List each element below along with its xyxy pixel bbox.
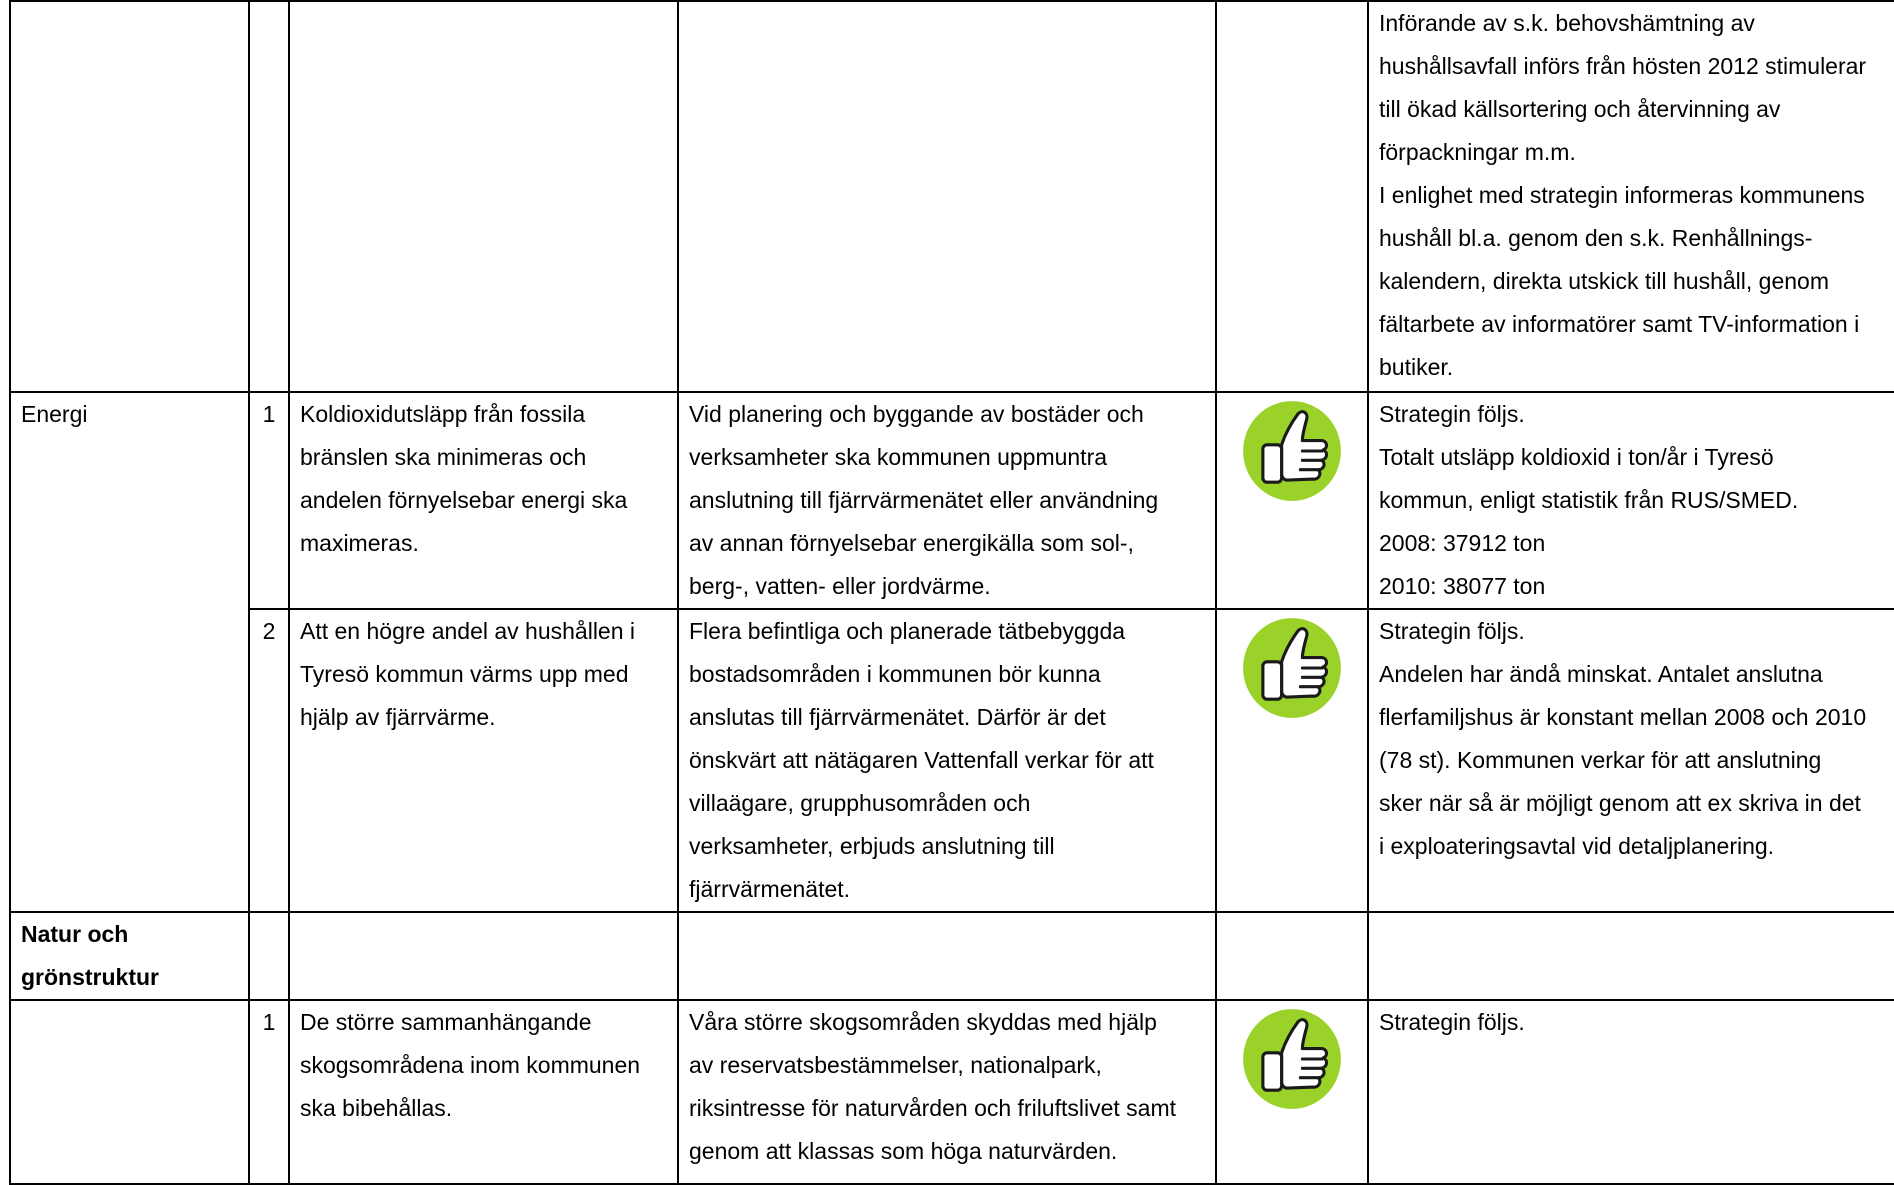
goal-line: andelen förnyelsebar energi ska — [300, 487, 628, 513]
table-row-energi-1 — [10, 392, 1894, 609]
area-label: Energi — [21, 401, 88, 427]
status-icon-cell — [1216, 912, 1368, 1000]
status-line: 2010: 38077 ton — [1379, 573, 1546, 599]
status-line: kommun, enligt statistik från RUS/SMED. — [1379, 487, 1799, 513]
area-cell-natur — [10, 912, 249, 1000]
strategy-line: genom att klassas som höga naturvärden. — [689, 1138, 1118, 1164]
table-row-natur-heading — [10, 912, 1894, 1000]
status-line: till ökad källsortering och återvinning av — [1379, 96, 1781, 122]
status-line: Andelen har ändå minskat. Antalet anslutna — [1379, 661, 1823, 687]
strategy-line: verksamheter ska kommunen uppmuntra — [689, 444, 1108, 470]
table-row-natur-1 — [10, 1000, 1894, 1184]
goal-line: bränslen ska minimeras och — [300, 444, 587, 470]
goal-line: Koldioxidutsläpp från fossila — [300, 401, 586, 427]
goal-line: Tyresö kommun värms upp med — [300, 661, 629, 687]
status-icon-cell — [1216, 609, 1368, 912]
status-icon-cell — [1216, 1, 1368, 392]
goal-number-cell — [249, 609, 289, 912]
strategy-cell — [678, 392, 1216, 609]
status-line: kalendern, direkta utskick till hushåll, genom — [1379, 268, 1830, 294]
goal-line: Att en högre andel av hushållen i — [300, 618, 636, 644]
status-cell — [1368, 392, 1894, 609]
strategy-line: av annan förnyelsebar energikälla som sol-, — [689, 530, 1134, 556]
goal-cell — [289, 392, 678, 609]
strategy-line: Våra större skogsområden skyddas med hjälp — [689, 1009, 1157, 1035]
strategy-cell — [678, 609, 1216, 912]
goal-number-cell — [249, 912, 289, 1000]
status-line: 2008: 37912 ton — [1379, 530, 1546, 556]
goal-line: maximeras. — [300, 530, 419, 556]
goals-table — [9, 0, 1894, 1185]
thumbs-up-icon — [1240, 1007, 1344, 1111]
strategy-line: verksamheter, erbjuds anslutning till — [689, 833, 1055, 859]
goal-line: skogsområdena inom kommunen — [300, 1052, 641, 1078]
thumbs-up-icon — [1240, 399, 1344, 503]
status-cell — [1368, 1, 1894, 392]
status-icon-cell — [1216, 1000, 1368, 1184]
area-label: Natur och — [21, 921, 129, 947]
status-line: fältarbete av informatörer samt TV-information i — [1379, 311, 1860, 337]
strategy-line: anslutning till fjärrvärmenätet eller användning — [689, 487, 1159, 513]
goal-number-cell — [249, 1, 289, 392]
status-line: Strategin följs. — [1379, 1009, 1525, 1035]
status-cell — [1368, 609, 1894, 912]
strategy-line: berg-, vatten- eller jordvärme. — [689, 573, 991, 599]
area-cell — [10, 1000, 249, 1184]
status-line: butiker. — [1379, 354, 1454, 380]
goal-cell — [289, 1, 678, 392]
strategy-cell — [678, 1000, 1216, 1184]
goal-cell — [289, 609, 678, 912]
goal-number-cell — [249, 392, 289, 609]
status-line: Totalt utsläpp koldioxid i ton/år i Tyresö — [1379, 444, 1774, 470]
strategy-line: anslutas till fjärrvärmenätet. Därför är det — [689, 704, 1106, 730]
thumbs-up-icon — [1240, 616, 1344, 720]
goal-cell — [289, 1000, 678, 1184]
strategy-line: riksintresse för naturvården och friluftslivet samt — [689, 1095, 1177, 1121]
status-line: sker när så är möjligt genom att ex skriva in det — [1379, 790, 1861, 816]
strategy-line: av reservatsbestämmelser, nationalpark, — [689, 1052, 1102, 1078]
area-label: grönstruktur — [21, 964, 159, 990]
status-line: Strategin följs. — [1379, 401, 1525, 427]
strategy-line: fjärrvärmenätet. — [689, 876, 851, 902]
status-line: Införande av s.k. behovshämtning av — [1379, 10, 1755, 36]
status-line: I enlighet med strategin informeras kommunens — [1379, 182, 1865, 208]
goal-cell — [289, 912, 678, 1000]
goal-line: hjälp av fjärrvärme. — [300, 704, 496, 730]
goal-number: 2 — [262, 618, 276, 644]
strategy-line: Flera befintliga och planerade tätbebyggda — [689, 618, 1126, 644]
goal-number: 1 — [262, 401, 276, 427]
status-line: hushåll bl.a. genom den s.k. Renhållnings- — [1379, 225, 1813, 251]
goal-number: 1 — [262, 1009, 276, 1035]
status-line: hushållsavfall införs från hösten 2012 stimulerar — [1379, 53, 1867, 79]
strategy-line: Vid planering och byggande av bostäder och — [689, 401, 1144, 427]
goal-number-cell — [249, 1000, 289, 1184]
strategy-line: bostadsområden i kommunen bör kunna — [689, 661, 1101, 687]
strategy-cell — [678, 1, 1216, 392]
status-line: (78 st). Kommunen verkar för att anslutning — [1379, 747, 1822, 773]
status-line: Strategin följs. — [1379, 618, 1525, 644]
status-cell — [1368, 912, 1894, 1000]
status-line: förpackningar m.m. — [1379, 139, 1576, 165]
table-row-energi-2 — [10, 609, 1894, 912]
status-icon-cell — [1216, 392, 1368, 609]
status-line: flerfamiljshus är konstant mellan 2008 och 2010 — [1379, 704, 1867, 730]
status-line: i exploateringsavtal vid detaljplanering. — [1379, 833, 1775, 859]
area-cell-energi — [10, 392, 249, 912]
status-cell — [1368, 1000, 1894, 1184]
strategy-cell — [678, 912, 1216, 1000]
area-cell — [10, 1, 249, 392]
goal-line: De större sammanhängande — [300, 1009, 592, 1035]
goal-line: ska bibehållas. — [300, 1095, 453, 1121]
strategy-line: villaägare, grupphusområden och — [689, 790, 1031, 816]
table-row-waste-continued — [10, 1, 1894, 392]
strategy-line: önskvärt att nätägaren Vattenfall verkar för att — [689, 747, 1154, 773]
